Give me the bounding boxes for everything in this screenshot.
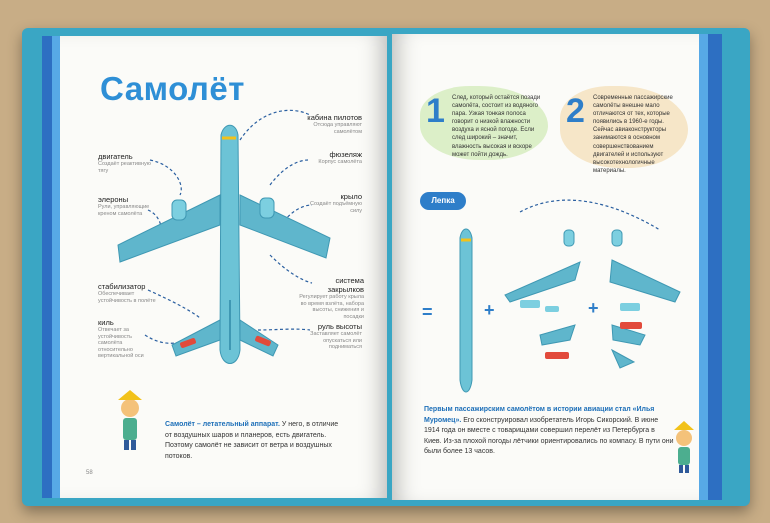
label-flaps <box>298 276 364 320</box>
label-ailerons-name: элероны <box>98 195 129 204</box>
right-body-rest: Его сконструировал изобретатель Игорь Сикорский. В июне 1914 года он вместе с товарищами совершил перелёт из Петербурга в Киев. Из-за плохой погоды лётчики ориентировались по компасу. В пути они были более 13 часов. <box>424 416 674 455</box>
plus-sign-2: + <box>588 298 599 318</box>
label-elevator-name: руль высоты <box>317 322 362 331</box>
label-fuselage-desc: Корпус самолёта <box>318 159 362 165</box>
label-stabilizer <box>98 282 162 304</box>
fact1-text: След, который остаётся позади самолёта, состоит из водяного пара. Узкая тонкая полоса говорит о низкой влажности воздуха и ясной погоде. Если след широкий – значит, влажность высокая и вскоре может пойти дождь. <box>452 95 541 158</box>
boy-illustration-right <box>674 421 694 473</box>
left-body-rest: У него, в отличие от воздушных шаров и планеров, есть двигатель. Поэтому самолёт не зависит от ветра и воздушных потоков. <box>165 421 339 460</box>
right-body-text <box>424 405 674 458</box>
label-stabilizer-desc: Обеспечивает устойчивость в полёте <box>98 291 156 304</box>
label-ailerons-desc: Рули, управляющие креном самолёта <box>98 204 150 217</box>
label-cockpit-name: кабина пилотов <box>307 113 362 122</box>
label-wing-name: крыло <box>340 192 362 201</box>
page-title: Самолёт <box>100 70 245 107</box>
label-engine <box>98 152 162 174</box>
label-cockpit <box>298 113 362 135</box>
page-number: 58 <box>86 470 93 476</box>
fact1-number: 1 <box>426 92 445 130</box>
sculpting-tag: Лепка <box>420 192 466 210</box>
boy-illustration-left <box>118 390 142 450</box>
fact2-text: Современные пассажирские самолёты внешне мало отличаются от тех, которые появились в 1960-е годы. Сейчас авиаконструкторы занимаются в основном совершенствованием двигателей и используют высокотехнологичные материалы. <box>593 95 673 174</box>
label-keel-name: киль <box>98 318 114 327</box>
label-flaps-desc: Регулирует работу крыла во время взлёта, набора высоты, снижения и посадки <box>299 294 364 320</box>
label-wing-desc: Создаёт подъёмную силу <box>310 201 362 214</box>
label-keel-desc: Отвечает за устойчивость самолёта относительно вертикальной оси <box>98 327 144 360</box>
label-fuselage <box>298 150 362 166</box>
equals-sign: = <box>422 302 433 322</box>
left-body-text <box>165 420 345 462</box>
right-body-lead: Первым пассажирским самолётом в истории авиации стал «Илья Муромец». <box>424 406 655 424</box>
label-fuselage-name: фюзеляж <box>329 150 362 159</box>
label-elevator <box>298 322 362 351</box>
plus-sign-1: + <box>484 300 495 320</box>
label-flaps-name: система закрылков <box>327 276 364 294</box>
label-engine-desc: Создаёт реактивную тягу <box>98 161 151 174</box>
label-stabilizer-name: стабилизатор <box>98 282 146 291</box>
label-wing <box>298 192 362 214</box>
label-keel <box>98 318 156 360</box>
label-engine-name: двигатель <box>98 152 133 161</box>
right-page-parts <box>460 200 680 392</box>
label-ailerons <box>98 195 162 217</box>
left-body-lead: Самолёт – летательный аппарат. <box>165 421 280 428</box>
fact2-number: 2 <box>566 92 585 130</box>
label-elevator-desc: Заставляет самолёт опускаться или подниматься <box>310 331 362 351</box>
label-cockpit-desc: Отсюда управляют самолётом <box>313 122 362 135</box>
